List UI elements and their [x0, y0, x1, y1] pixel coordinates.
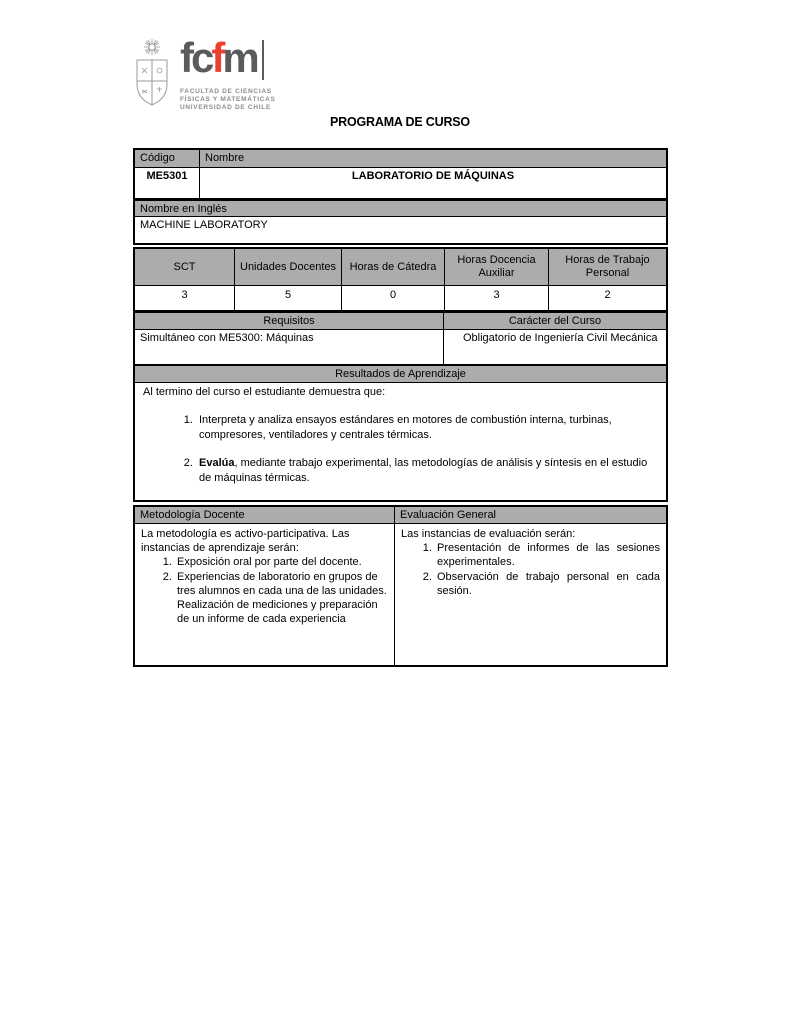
codigo-value: ME5301	[146, 170, 188, 182]
evaluacion-list	[401, 541, 660, 598]
metodologia-intro: La metodología es activo-participativa. Las instancias de aprendizaje serán:	[141, 528, 350, 554]
horas-catedra-header: Horas de Cátedra	[341, 249, 444, 285]
table-row	[135, 383, 666, 500]
table-row	[135, 330, 666, 364]
caracter-curso-header: Carácter del Curso	[443, 313, 666, 329]
learning-outcomes-table	[133, 364, 668, 502]
hours-table	[133, 247, 668, 312]
page-title: PROGRAMA DE CURSO	[330, 115, 470, 129]
metodologia-list	[141, 555, 388, 626]
resultados-list	[143, 413, 658, 486]
table-row	[135, 366, 666, 383]
list-item: 2. Evalúa, mediante trabajo experimental, las metodologías de análisis y síntesis en el estudio de máquinas térmicas.	[196, 456, 658, 486]
resultados-content	[135, 383, 666, 500]
methodology-evaluation-table	[133, 505, 668, 667]
list-item: 1. Exposición oral por parte del docente.	[175, 555, 388, 569]
requisitos-header: Requisitos	[135, 313, 443, 329]
resultados-header: Resultados de Aprendizaje	[135, 366, 666, 382]
list-item: 1. Presentación de informes de las sesiones experimentales.	[435, 541, 660, 569]
unidades-docentes-header: Unidades Docentes	[234, 249, 341, 285]
table-row	[135, 286, 666, 310]
sct-header: SCT	[135, 249, 234, 285]
evaluacion-header: Evaluación General	[394, 507, 666, 523]
logo-letters-fc: fc	[180, 34, 212, 81]
nombre-ingles-header: Nombre en Inglés	[135, 201, 666, 216]
nombre-ingles-value: MACHINE LABORATORY	[140, 219, 268, 231]
university-crest-icon	[133, 38, 171, 112]
table-row	[135, 168, 666, 199]
evaluacion-content	[394, 524, 666, 665]
metodologia-content	[135, 524, 394, 665]
logo-letter-f-red: f	[211, 34, 223, 81]
nombre-value: LABORATORIO DE MÁQUINAS	[199, 168, 666, 198]
logo-caption-line2: FÍSICAS Y MATEMÁTICAS	[180, 96, 276, 103]
horas-trabajo-personal-header: Horas de Trabajo Personal	[548, 249, 666, 285]
requisitos-value: Simultáneo con ME5300: Máquinas	[140, 332, 314, 344]
table-row	[135, 199, 666, 217]
unidades-docentes-value: 5	[234, 286, 341, 310]
logo-caption	[180, 88, 276, 112]
fcfm-wordmark	[180, 34, 276, 84]
table-row	[135, 217, 666, 243]
logo-vertical-bar	[262, 40, 264, 80]
horas-docencia-auxiliar-header: Horas Docencia Auxiliar	[444, 249, 548, 285]
requisites-table	[133, 311, 668, 366]
horas-catedra-value: 0	[341, 286, 444, 310]
table-row	[135, 524, 666, 665]
horas-trabajo-personal-value: 2	[548, 286, 666, 310]
sct-value: 3	[181, 289, 188, 301]
table-row	[135, 249, 666, 286]
evaluacion-intro: Las instancias de evaluación serán:	[401, 528, 576, 540]
metodologia-header: Metodología Docente	[135, 507, 394, 523]
codigo-header: Código	[135, 150, 199, 167]
logo-letter-m: m	[222, 34, 257, 81]
fcfm-logo	[133, 34, 276, 112]
course-id-table	[133, 148, 668, 245]
resultados-intro: Al termino del curso el estudiante demuestra que:	[143, 386, 386, 398]
logo-caption-line1: FACULTAD DE CIENCIAS	[180, 88, 272, 95]
table-row	[135, 507, 666, 524]
caracter-curso-value: Obligatorio de Ingeniería Civil Mecánica	[443, 330, 666, 364]
horas-docencia-auxiliar-value: 3	[444, 286, 548, 310]
list-item: 2. Observación de trabajo personal en cada sesión.	[435, 570, 660, 598]
list-item: 2. Experiencias de laboratorio en grupos de tres alumnos en cada una de las unidades. Realización de mediciones y preparación de un informe de cada experiencia	[175, 570, 388, 626]
logo-caption-line3: UNIVERSIDAD DE CHILE	[180, 104, 271, 111]
list-item: 1. Interpreta y analiza ensayos estándares en motores de combustión interna, turbinas, compresores, ventiladores y centrales térmicas.	[196, 413, 658, 443]
nombre-header: Nombre	[199, 150, 666, 167]
table-row	[135, 313, 666, 330]
table-row	[135, 150, 666, 168]
